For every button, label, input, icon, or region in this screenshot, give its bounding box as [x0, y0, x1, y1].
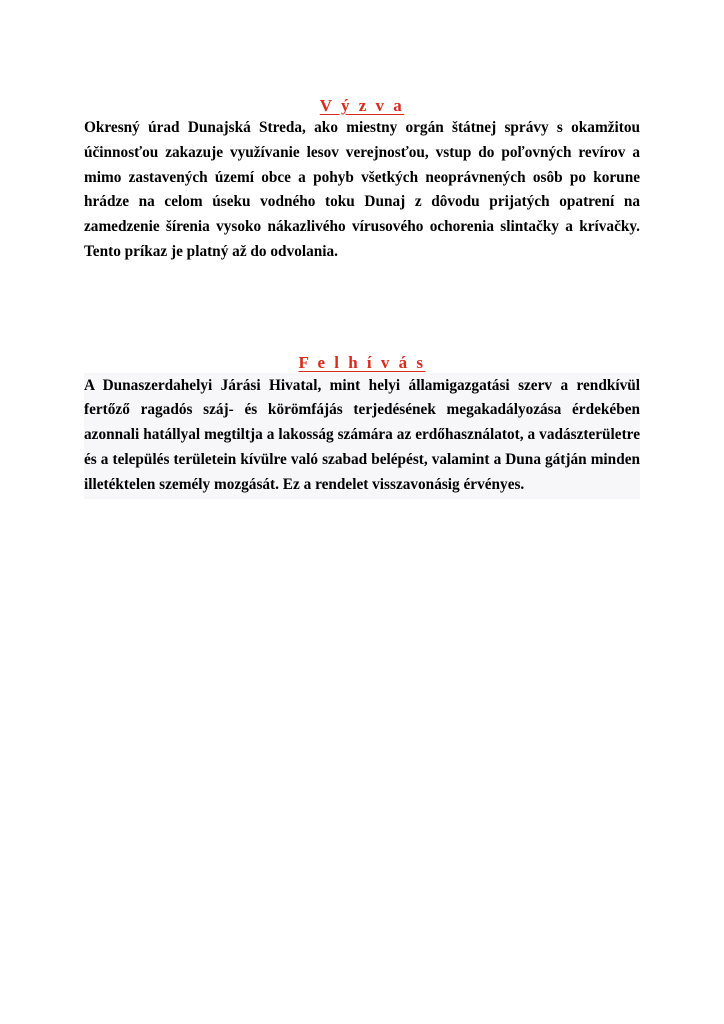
section-slovak — [84, 96, 640, 265]
paragraph-hungarian: A Dunaszerdahelyi Járási Hivatal, mint helyi államigazgatási szerv a rendkívül fertőző ragadós száj- és körömfájás terjedésének megakadályozása érdekében azonnali hatállyal megtiltja a lakosság számára az erdőhasználatot, a vadászterületre és a település területein kívülre való szabad belépést, valamint a Duna gátján minden illetéktelen személy mozgását. Ez a rendelet visszavonásig érvényes. — [84, 373, 640, 500]
section-hungarian — [84, 353, 640, 500]
paragraph-slovak: Okresný úrad Dunajská Streda, ako miestny orgán štátnej správy s okamžitou účinnosťou zakazuje využívanie lesov verejnosťou, vstup do poľovných revírov a mimo zastavených území obce a pohyb všetkých neoprávnených osôb po korune hrádze na celom úseku vodného toku Dunaj z dôvodu prijatých opatrení na zamedzenie šírenia vysoko nákazlivého vírusového ochorenia slintačky a krívačky. Tento príkaz je platný až do odvolania. — [84, 119, 640, 260]
page-title-slovak: V ý z v a — [319, 96, 405, 115]
page-bottom-whitespace — [84, 499, 640, 799]
page-title-hungarian: F e l h í v á s — [298, 352, 426, 372]
